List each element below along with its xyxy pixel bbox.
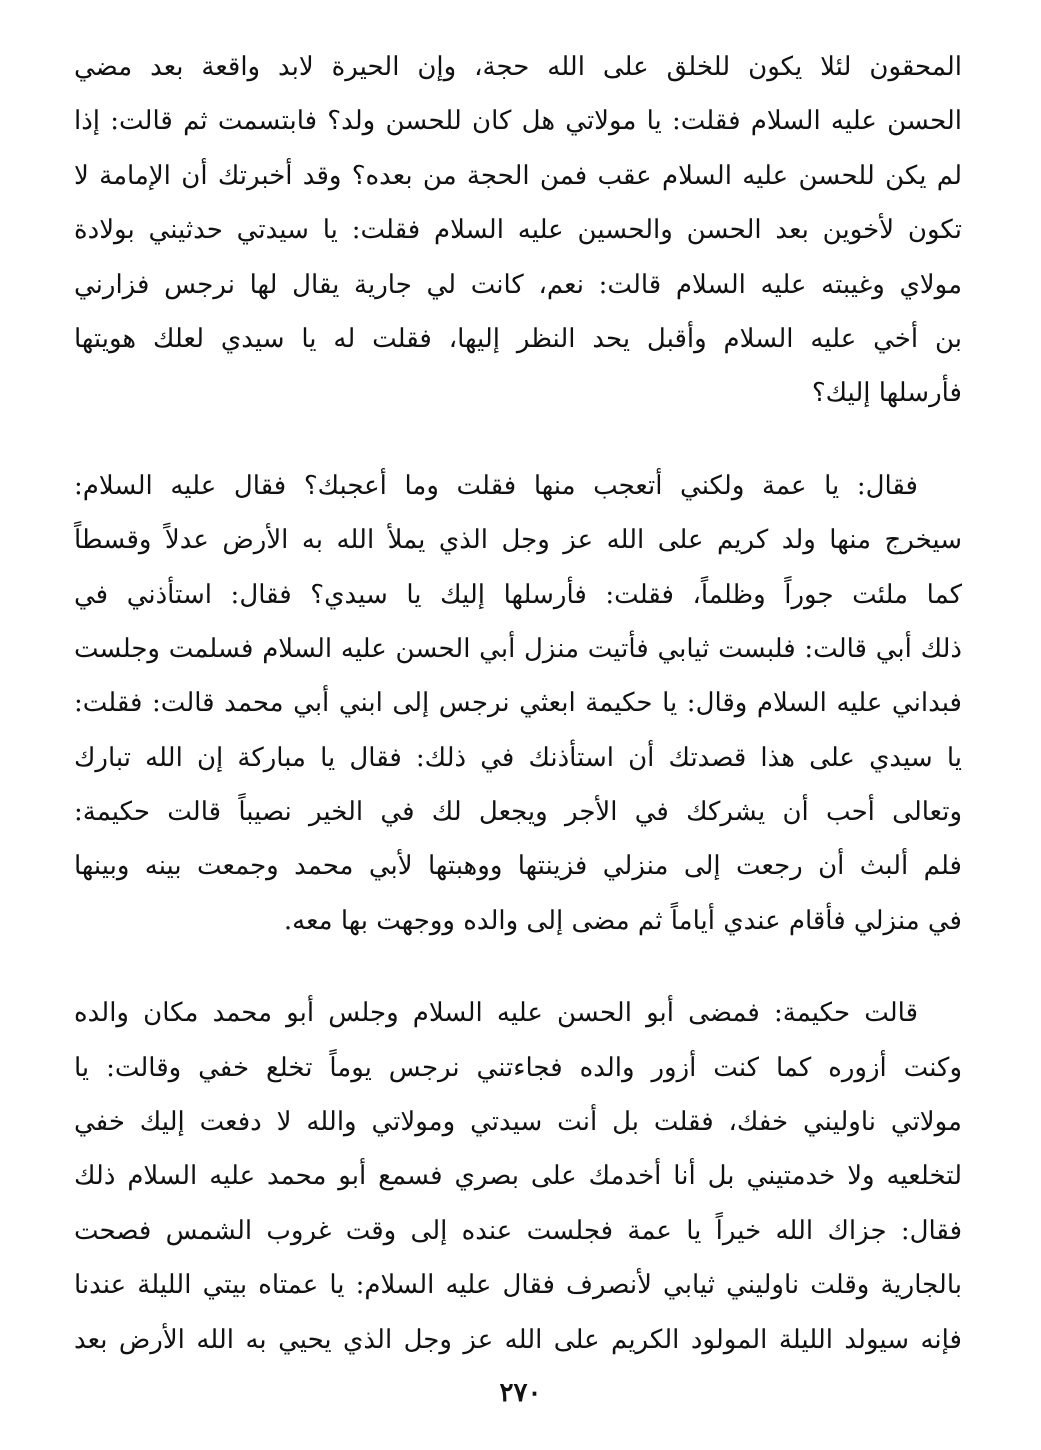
text-line: وتعالى أحب أن يشركك في الأجر ويجعل لك في الخير نصيباً قالت حكيمة: (74, 797, 962, 828)
text-line: في منزلي فأقام عندي أياماً ثم مضى إلى والده ووجهت بها معه. (283, 905, 962, 936)
document-body (74, 40, 962, 1367)
text-line: وكنت أزوره كما كنت أزور والده فجاءتني نرجس يوماً تخلع خفي وقالت: يا (74, 1052, 962, 1083)
paragraph-1 (74, 40, 962, 421)
text-line: فلم ألبث أن رجعت إلى منزلي فزينتها ووهبتها لأبي محمد وجمعت بينه وبينها (74, 851, 962, 882)
text-line: الحسن عليه السلام فقلت: يا مولاتي هل كان للحسن ولد؟ فابتسمت ثم قالت: إذا (74, 106, 962, 137)
paragraph-spacer (74, 948, 962, 986)
text-line: فبداني عليه السلام وقال: يا حكيمة ابعثي نرجس إلى ابني أبي محمد قالت: فقلت: (74, 688, 962, 719)
page-number: ٢٧٠ (499, 1378, 542, 1408)
text-line: المحقون لئلا يكون للخلق على الله حجة، وإن الحيرة لابد واقعة بعد مضي (74, 52, 962, 82)
text-line: قالت حكيمة: فمضى أبو الحسن عليه السلام وجلس أبو محمد مكان والده (74, 998, 918, 1029)
text-line: كما ملئت جوراً وظلماً، فقلت: فأرسلها إليك يا سيدي؟ فقال: استأذني في (74, 579, 962, 610)
paragraph-2 (74, 459, 962, 949)
text-line: يا سيدي على هذا قصدتك أن استأذنك في ذلك: فقال يا مباركة إن الله تبارك (74, 742, 962, 773)
text-line: تكون لأخوين بعد الحسن والحسين عليه السلام فقلت: يا سيدتي حدثيني بولادة (74, 215, 962, 246)
text-line: لم يكن للحسن عليه السلام عقب فمن الحجة من بعده؟ وقد أخبرتك أن الإمامة لا (74, 160, 962, 191)
paragraph-spacer (74, 421, 962, 459)
text-line: فإنه سيولد الليلة المولود الكريم على الله عز وجل الذي يحيي به الله الأرض بعد (74, 1324, 962, 1355)
text-line: فقال: يا عمة ولكني أتعجب منها فقلت وما أعجبك؟ فقال عليه السلام: (74, 470, 918, 501)
text-line: مولاي وغيبته عليه السلام قالت: نعم، كانت لي جارية يقال لها نرجس فزارني (74, 269, 962, 300)
text-line: بالجارية وقلت ناوليني ثيابي لأنصرف فقال عليه السلام: يا عمتاه بيتي الليلة عندنا (74, 1270, 962, 1301)
text-line: سيخرج منها ولد كريم على الله عز وجل الذي يملأ الله به الأرض عدلاً وقسطاً (74, 525, 962, 556)
text-line: فقال: جزاك الله خيراً يا عمة فجلست عنده إلى وقت غروب الشمس فصحت (74, 1215, 962, 1246)
paragraph-3 (74, 986, 962, 1367)
text-line: مولاتي ناوليني خفك، فقلت بل أنت سيدتي ومولاتي والله لا دفعت إليك خفي (74, 1107, 962, 1138)
text-line: فأرسلها إليك؟ (811, 378, 962, 409)
text-line: لتخلعيه ولا خدمتيني بل أنا أخدمك على بصري فسمع أبو محمد عليه السلام ذلك (74, 1161, 962, 1192)
text-line: ذلك أبي قالت: فلبست ثيابي فأتيت منزل أبي الحسن عليه السلام فسلمت وجلست (74, 633, 962, 664)
text-line: بن أخي عليه السلام وأقبل يحد النظر إليها، فقلت له يا سيدي لعلك هويتها (74, 323, 962, 354)
